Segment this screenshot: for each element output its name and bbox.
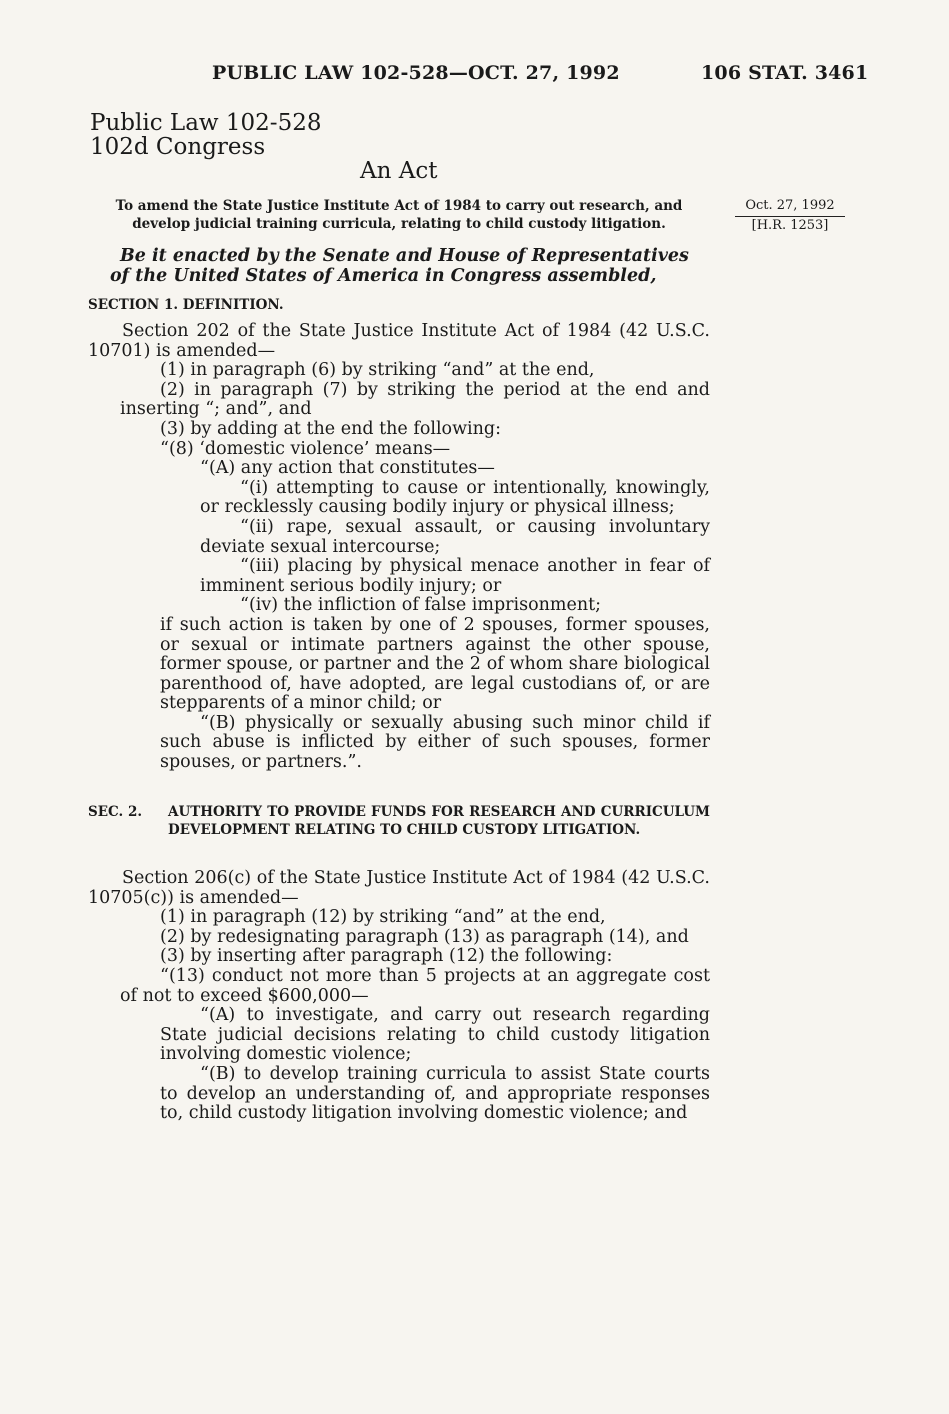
section-2-para-3: (3) by inserting after paragraph (12) the following: bbox=[160, 946, 613, 967]
purpose-statement: To amend the State Justice Institute Act of 1984 to carry out research, and develop judicial training curricula, relating to child custody litigation. bbox=[115, 198, 683, 232]
section-1-heading: SECTION 1. DEFINITION. bbox=[88, 297, 284, 313]
enacting-clause bbox=[110, 246, 710, 286]
section-1-clause-ii: “(ii) rape, sexual assault, or causing involuntary deviate sexual intercourse; bbox=[200, 516, 710, 557]
running-header-left: PUBLIC LAW 102-528—OCT. 27, 1992 bbox=[212, 62, 620, 84]
section-1-body bbox=[88, 322, 710, 773]
section-2-intro: Section 206(c) of the State Justice Institute Act of 1984 (42 U.S.C. 10705(c)) is amended— bbox=[88, 868, 710, 908]
an-act-title: An Act bbox=[360, 158, 438, 184]
section-1-clause-iv: “(iv) the infliction of false imprisonment; bbox=[240, 595, 602, 616]
section-1-para-B: “(B) physically or sexually abusing such minor child if such abuse is inflicted by either of such spouses, former spouses, or partners.”. bbox=[160, 712, 710, 773]
section-1-para-3: (3) by adding at the end the following: bbox=[160, 418, 502, 439]
section-1-clause-iii: “(iii) placing by physical menace another in fear of imminent serious bodily injury; or bbox=[200, 556, 710, 596]
section-1-para-1: (1) in paragraph (6) by striking “and” at the end, bbox=[160, 360, 595, 381]
section-2-heading bbox=[88, 803, 710, 839]
margin-bill-number: [H.R. 1253] bbox=[751, 218, 829, 233]
running-header-page: 106 STAT. 3461 bbox=[701, 62, 869, 84]
section-1-para-2: (2) in paragraph (7) by striking the period at the end and inserting “; and”, and bbox=[120, 379, 710, 420]
section-1-clause-i: “(i) attempting to cause or intentionally, knowingly, or recklessly causing bodily injury or physical illness; bbox=[200, 477, 710, 518]
section-2-para-1: (1) in paragraph (12) by striking “and” at the end, bbox=[160, 907, 606, 928]
margin-note bbox=[735, 197, 845, 235]
congress-number: 102d Congress bbox=[90, 134, 266, 160]
section-1-para-A: “(A) any action that constitutes— bbox=[200, 458, 495, 479]
section-2-para-A: “(A) to investigate, and carry out research regarding State judicial decisions relating to child custody litigation involving domestic violence; bbox=[160, 1005, 710, 1065]
section-2-label: SEC. 2. bbox=[88, 804, 143, 820]
section-2-para-13: “(13) conduct not more than 5 projects at an aggregate cost of not to exceed $600,000— bbox=[120, 965, 710, 1006]
margin-date: Oct. 27, 1992 bbox=[735, 197, 845, 217]
section-2-title: AUTHORITY TO PROVIDE FUNDS FOR RESEARCH AND CURRICULUM DEVELOPMENT RELATING TO CHILD CUSTODY LITIGATION. bbox=[168, 804, 710, 838]
section-1-condition: if such action is taken by one of 2 spouses, former spouses, or sexual or intimate partners against the other spouse, former spouse, or partner and the 2 of whom share biological parenthood of, have adopted, are legal custodians of, or are stepparents of a minor child; or bbox=[160, 614, 710, 714]
section-2-para-B: “(B) to develop training curricula to assist State courts to develop an understanding of, and appropriate responses to, child custody litigation involving domestic violence; and bbox=[160, 1063, 710, 1124]
section-1-intro: Section 202 of the State Justice Institute Act of 1984 (42 U.S.C. 10701) is amended— bbox=[88, 321, 710, 361]
section-2-body bbox=[88, 869, 710, 1124]
section-1-para-8: “(8) ‘domestic violence’ means— bbox=[160, 438, 451, 459]
public-law-number: Public Law 102-528 bbox=[90, 110, 322, 136]
section-2-para-2: (2) by redesignating paragraph (13) as paragraph (14), and bbox=[160, 926, 689, 947]
enacting-clause-text: Be it enacted by the Senate and House of Representatives of the United States of America in Congress assembled, bbox=[110, 246, 689, 286]
